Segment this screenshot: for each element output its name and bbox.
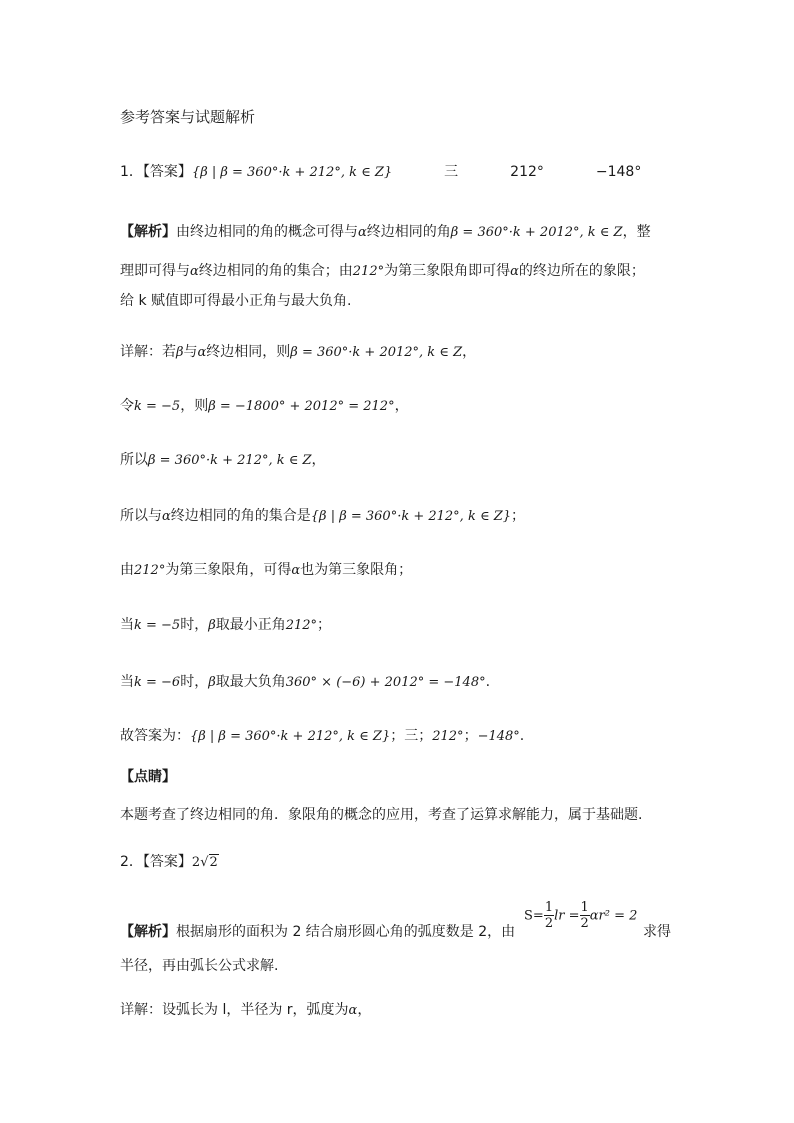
text: 为第三象限角，可得 bbox=[165, 562, 292, 578]
text: 的终边所在的象限； bbox=[518, 263, 645, 279]
text: 与 bbox=[183, 344, 198, 360]
beta-symbol: β bbox=[208, 618, 216, 633]
q2-analysis-line-2: 半径，再由弧长公式求解. bbox=[120, 958, 279, 974]
angle-value: 212° bbox=[285, 618, 318, 633]
q1-answer-quadrant: 三 bbox=[444, 164, 459, 180]
text: 所以与 bbox=[120, 508, 162, 524]
q2-analysis-label: 【解析】 bbox=[120, 924, 176, 940]
set-expression: {β | β = 360°·k + 212°, k ∈ Z} bbox=[190, 729, 391, 744]
q2-answer-value: 2√2 bbox=[191, 855, 218, 870]
page-title: 参考答案与试题解析 bbox=[120, 108, 256, 126]
q1-analysis-label: 【解析】 bbox=[120, 224, 176, 240]
text: ，则 bbox=[180, 398, 209, 414]
text: 由终边相同的角的概念可得与 bbox=[176, 224, 358, 240]
text: ， bbox=[357, 1002, 372, 1018]
numerator: 1 bbox=[580, 900, 589, 915]
text: 也为第三象限角； bbox=[300, 562, 413, 578]
denominator: 2 bbox=[544, 916, 554, 931]
q1-detail-line-4 bbox=[120, 506, 525, 527]
text: 求得 bbox=[643, 924, 671, 940]
q2-detail-line-1 bbox=[120, 1000, 371, 1021]
text: 时， bbox=[180, 617, 209, 633]
text: 故答案为： bbox=[120, 728, 190, 744]
q1-detail-line-3 bbox=[120, 450, 326, 471]
q1-detail-line-7 bbox=[120, 672, 490, 693]
ar2-term: αr² = 2 bbox=[589, 908, 638, 924]
s-equals: S= bbox=[524, 908, 544, 924]
text: 理即可得与 bbox=[120, 263, 190, 279]
fraction-half bbox=[580, 900, 590, 931]
q1-analysis-line-1 bbox=[120, 222, 651, 243]
q1-answer-line bbox=[120, 162, 641, 183]
text: 详解：若 bbox=[120, 344, 176, 360]
sqrt-radicand: 2 bbox=[209, 855, 218, 870]
q1-answer-positive: 212° bbox=[510, 164, 544, 180]
formula: β = 360°·k + 2012°, k ∈ Z bbox=[290, 345, 463, 360]
text: ；三； bbox=[390, 728, 433, 744]
formula: β = −1800° + 2012° = 212° bbox=[208, 399, 395, 414]
text: 令 bbox=[120, 398, 134, 414]
angle-value: −148° bbox=[477, 729, 520, 744]
alpha-symbol: α bbox=[358, 225, 367, 240]
alpha-symbol: α bbox=[197, 345, 207, 360]
text: ， bbox=[462, 344, 477, 360]
q1-detail-line-6 bbox=[120, 615, 331, 636]
text: ； bbox=[463, 728, 478, 744]
text: ； bbox=[511, 508, 526, 524]
alpha-symbol: α bbox=[291, 563, 301, 578]
beta-symbol: β bbox=[176, 345, 184, 360]
q1-analysis-line-3: 给 k 赋值即可得最小正角与最大负角. bbox=[120, 293, 352, 309]
text: . bbox=[485, 674, 491, 690]
q1-detail-line-2 bbox=[120, 396, 409, 417]
q2-analysis-line-1 bbox=[120, 900, 671, 942]
text: 当 bbox=[120, 617, 134, 633]
text: 为第三象限角即可得 bbox=[384, 263, 511, 279]
q1-answer-set: {β | β = 360°·k + 212°, k ∈ Z} bbox=[191, 165, 393, 180]
alpha-symbol: α bbox=[162, 509, 171, 524]
text: ； bbox=[317, 617, 332, 633]
denominator: 2 bbox=[580, 916, 589, 931]
angle-value: 212° bbox=[432, 729, 464, 744]
text: 终边相同，则 bbox=[206, 344, 291, 360]
sqrt-coefficient: 2 bbox=[191, 855, 201, 870]
q2-answer-line bbox=[120, 852, 219, 873]
text: 所以 bbox=[120, 452, 148, 468]
q2-answer-label: 2．【答案】 bbox=[120, 854, 192, 870]
text: 由 bbox=[120, 562, 134, 578]
area-formula bbox=[524, 900, 637, 931]
text: 当 bbox=[120, 674, 134, 690]
text: 时， bbox=[180, 674, 209, 690]
formula: 360° × (−6) + 2012° = −148° bbox=[285, 675, 486, 690]
text: . bbox=[519, 728, 525, 744]
alpha-symbol: α bbox=[510, 264, 519, 279]
text: ， bbox=[394, 398, 409, 414]
q1-comment-label: 【点睛】 bbox=[120, 769, 176, 785]
formula: β = 360°·k + 2012°, k ∈ Z bbox=[450, 225, 623, 240]
text: 终边相同的角的集合；由 bbox=[198, 263, 353, 279]
q1-detail-line-1 bbox=[120, 342, 476, 363]
k-value: k = −5 bbox=[134, 618, 181, 633]
lr-term: lr = bbox=[554, 908, 580, 924]
text: ， bbox=[311, 452, 326, 468]
q1-analysis-line-2 bbox=[120, 261, 645, 282]
text: 取最大负角 bbox=[215, 674, 286, 690]
text: 终边相同的角的集合是 bbox=[170, 508, 311, 524]
k-value: k = −6 bbox=[134, 675, 181, 690]
beta-symbol: β bbox=[208, 675, 216, 690]
alpha-symbol: α bbox=[190, 264, 199, 279]
q1-detail-line-5 bbox=[120, 560, 412, 581]
angle-value: 212° bbox=[134, 563, 166, 578]
set-expression: {β | β = 360°·k + 212°, k ∈ Z} bbox=[310, 509, 512, 524]
numerator: 1 bbox=[544, 900, 554, 915]
q1-answer-label: 1．【答案】 bbox=[120, 164, 192, 180]
fraction-half bbox=[544, 900, 554, 931]
angle-value: 212° bbox=[352, 264, 385, 279]
text: 取最小正角 bbox=[215, 617, 286, 633]
alpha-symbol: α bbox=[348, 1003, 358, 1018]
q1-final-answer-line bbox=[120, 726, 524, 747]
text: 终边相同的角 bbox=[366, 224, 451, 240]
text: 根据扇形的面积为 2 结合扇形圆心角的弧度数是 2，由 bbox=[176, 924, 516, 940]
text: ，整 bbox=[622, 224, 651, 240]
formula: β = 360°·k + 212°, k ∈ Z bbox=[148, 453, 312, 468]
q1-comment-text: 本题考查了终边相同的角．象限角的概念的应用，考查了运算求解能力，属于基础题. bbox=[120, 807, 643, 823]
q1-answer-negative: −148° bbox=[595, 164, 642, 180]
text: 详解：设弧长为 l，半径为 r，弧度为 bbox=[120, 1002, 349, 1018]
k-value: k = −5 bbox=[134, 399, 181, 414]
